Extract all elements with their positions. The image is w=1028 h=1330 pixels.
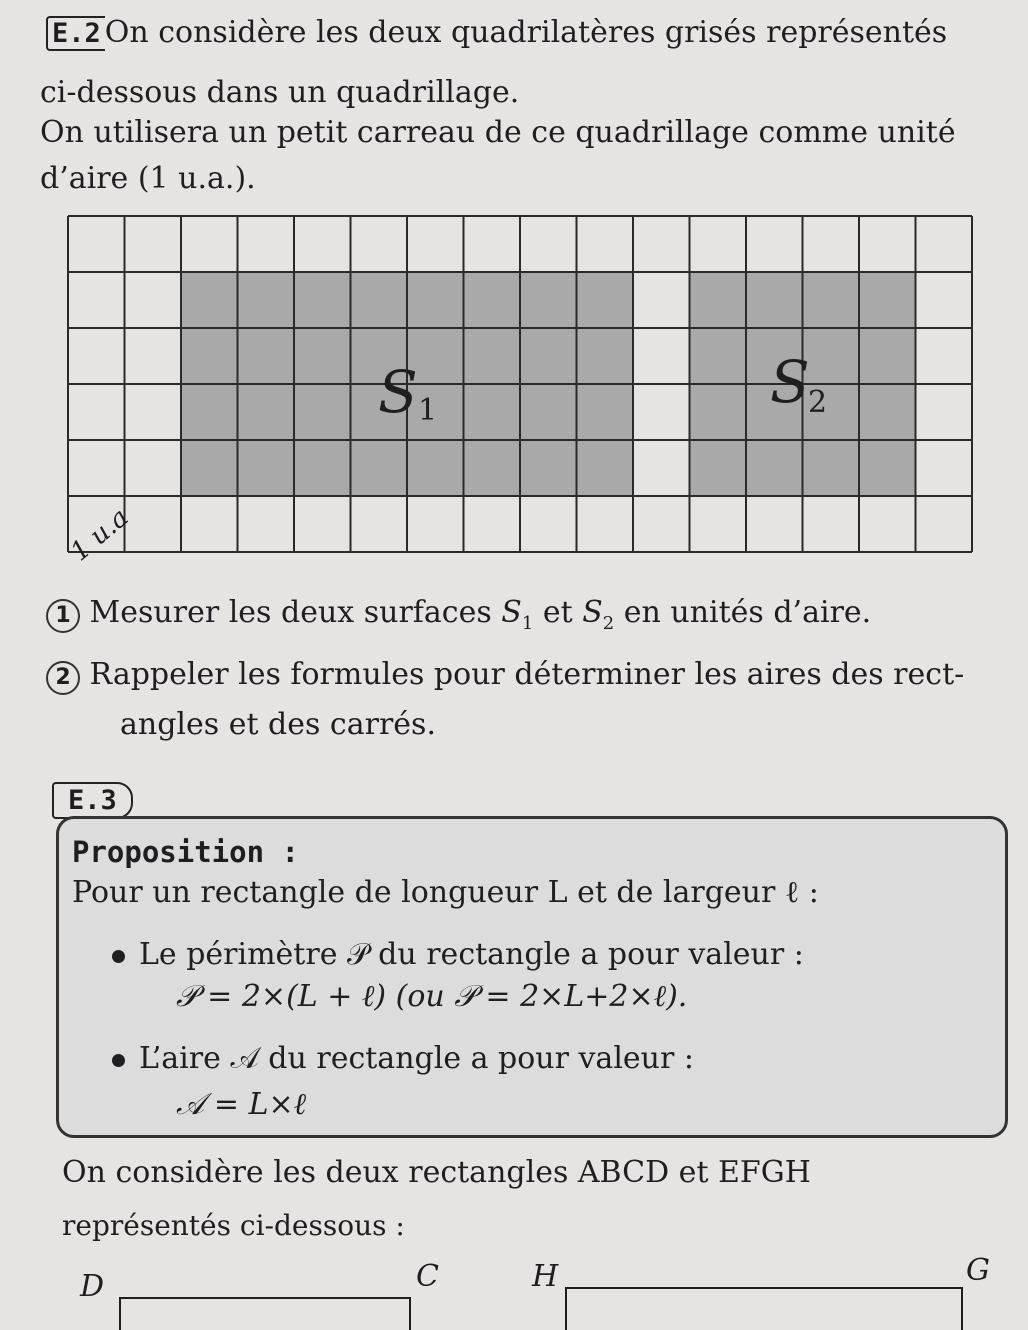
- consider-line2: représentés ci-dessous :: [62, 1209, 405, 1242]
- bullet-icon: [112, 950, 125, 963]
- perimeter-formula: 𝒫 = 2×(L + ℓ) (ou 𝒫 = 2×L+2×ℓ).: [176, 979, 688, 1014]
- point-H: H: [532, 1259, 559, 1294]
- proposition-line1: Pour un rectangle de longueur L et de largeur ℓ :: [72, 875, 819, 910]
- exercise-2-intro-line2: ci-dessous dans un quadrillage.: [40, 75, 520, 110]
- rectangle-efgh-top: [566, 1288, 962, 1330]
- exercise-2-label: E.2: [46, 16, 105, 51]
- proposition-bullet2: L’aire 𝒜 du rectangle a pour valeur :: [112, 1044, 694, 1074]
- s1-label: S: [378, 358, 418, 426]
- question-1: 1 Mesurer les deux surfaces $S_1$ et $S_2$ en unités d’aire.: [46, 598, 871, 633]
- exercise-3-label: E.3: [52, 782, 133, 819]
- s1-subscript: 1: [418, 393, 438, 428]
- area-formula: 𝒜 = L×ℓ: [176, 1087, 307, 1122]
- exercise-2-intro-line3: On utilisera un petit carreau de ce quadrillage comme unité: [40, 115, 956, 150]
- exercise-3-label-wrap: [52, 782, 133, 819]
- rectangle-abcd-top: [120, 1298, 410, 1330]
- rectangles-figure: [0, 1250, 1028, 1330]
- s2-subscript: 2: [808, 385, 828, 420]
- point-C: C: [416, 1259, 439, 1294]
- question-2-number: 2: [46, 661, 80, 695]
- consider-line1: On considère les deux rectangles ABCD et EFGH: [62, 1155, 811, 1190]
- point-G: G: [966, 1253, 990, 1288]
- question-2: 2 Rappeler les formules pour déterminer les aires des rect-: [46, 660, 964, 695]
- s2-label: S: [770, 348, 810, 416]
- question-1-number: 1: [46, 599, 80, 633]
- question-2-line2: angles et des carrés.: [120, 707, 436, 742]
- proposition-title: Proposition :: [72, 835, 299, 869]
- exercise-2-intro-line1: E.2 On considère les deux quadrilatères grisés représentés: [46, 16, 947, 51]
- point-D: D: [80, 1269, 105, 1304]
- exercise-2-intro-line4: d’aire (1 u.a.).: [40, 161, 256, 196]
- bullet-icon: [112, 1054, 125, 1067]
- proposition-bullet1: Le périmètre 𝒫 du rectangle a pour valeur :: [112, 940, 804, 970]
- unit-area-label: 1 u.a: [65, 502, 135, 568]
- grid-figure: [0, 0, 1028, 600]
